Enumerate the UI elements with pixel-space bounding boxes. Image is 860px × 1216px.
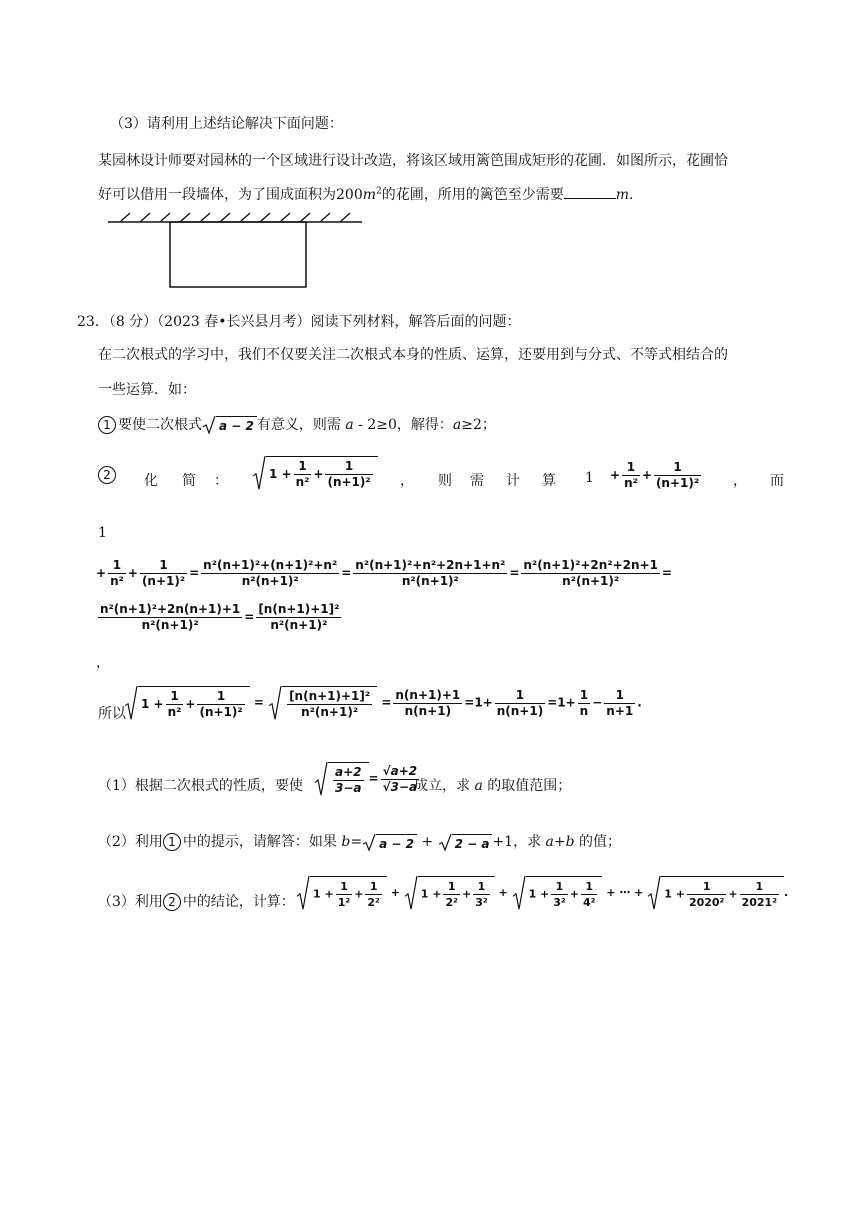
num: 1 xyxy=(622,460,640,476)
den: n²(n+1)² xyxy=(562,574,620,588)
var: a xyxy=(345,417,354,433)
sub-question-1 xyxy=(98,775,303,795)
example-1 xyxy=(98,414,496,434)
num: 1 xyxy=(654,460,701,476)
num: [n(n+1)+1]² xyxy=(289,689,371,703)
num: [n(n+1)+1]² xyxy=(258,602,340,616)
derivation-2: $\frac{\text{n²(n+1)²+2n(n+1)+1}}{\text{n²(n+1)²}}$ = $\frac{\text{[n(n+1)+1]²}}{\text{n²(n+1)²}}$ xyxy=(100,602,340,632)
den: n²(n+1)² xyxy=(401,574,459,588)
den: n² xyxy=(624,476,638,490)
num: 1 xyxy=(365,879,381,895)
text: 中的提示，请解答：如果 xyxy=(182,834,342,850)
den: 2² xyxy=(367,896,380,909)
circle-number: 1 xyxy=(163,833,181,851)
text: （2）利用 xyxy=(98,834,163,850)
q22-problem-line1: 某园林设计师要对园林的一个区域进行设计改造，将该区域用篱笆围成矩形的花圃．如图所示，花圃恰 xyxy=(98,153,728,169)
den: (n+1)² xyxy=(199,705,243,719)
q22-part3-intro: （3）请利用上述结论解决下面问题： xyxy=(110,116,343,132)
num: 1 xyxy=(551,879,567,895)
word: 则 xyxy=(438,473,452,489)
den: 4² xyxy=(582,896,596,909)
sub1-tail xyxy=(414,775,571,795)
text: 的值； xyxy=(574,834,622,850)
eq-one-plus: =1+ xyxy=(547,695,576,710)
area-exp: 2 xyxy=(376,186,382,197)
dots: + ⋯ + xyxy=(606,886,644,899)
den: (n+1)² xyxy=(327,475,371,489)
num: 1 xyxy=(578,688,591,704)
text: ≥2； xyxy=(461,417,496,433)
var: a xyxy=(452,417,462,433)
q23-intro-line2: 一些运算．如： xyxy=(98,382,196,398)
text: = xyxy=(350,834,363,850)
expr-1: + $\frac{1}{\text{n²}}$ + $\frac{1}{\text{(n+1)²}}$ xyxy=(610,460,700,490)
den: 2020² xyxy=(688,896,725,909)
num: 1 xyxy=(336,879,352,895)
num: n²(n+1)²+2n(n+1)+1 xyxy=(100,602,241,616)
word: 化 xyxy=(144,473,158,489)
q23-intro-line1: 在二次根式的学习中，我们不仅要关注二次根式本身的性质、运算，还要用到与分式、不等式相结合的 xyxy=(98,347,728,363)
area-value: 200 xyxy=(336,187,363,203)
num: 1 xyxy=(604,688,635,704)
radicand: a − 2 xyxy=(376,834,417,851)
radicand: a − 2 xyxy=(216,416,257,433)
word: 计 xyxy=(506,473,520,489)
q23-header: 23．（8 分）（2023 春•长兴县月考）阅读下列材料，解答后面的问题： xyxy=(77,314,521,330)
one: 1 xyxy=(98,525,107,541)
den: (n+1)² xyxy=(655,476,700,490)
word: 需 xyxy=(470,473,484,489)
den: n²(n+1)² xyxy=(301,705,359,719)
den: (n+1)² xyxy=(141,574,186,588)
num: 1 xyxy=(473,879,489,895)
num: 1 xyxy=(140,558,187,574)
one-plus: 1 + xyxy=(269,467,292,481)
den: 3² xyxy=(553,896,566,909)
text: 的取值范围； xyxy=(482,778,572,794)
num: 1 xyxy=(687,879,726,895)
num: n²(n+1)²+n²+2n+1+n² xyxy=(355,558,506,572)
q22-problem-line2 xyxy=(98,184,643,204)
num: 1 xyxy=(581,879,597,895)
num: 1 xyxy=(495,688,545,704)
text: 的花圃，所用的篱笆至少需要 xyxy=(381,187,564,203)
num: 1 xyxy=(443,879,459,895)
sub3-expr: 1 + $\frac{1}{\text{1²}}$ + $\frac{1}{\text{2²}}$ + 1 + $\frac{1}{\text{2²}}$ + $\frac{1}{\text{3²}}$ + 1 + $\frac{1}{\text{3²}}$ + $\frac{1}{\text{4²}}$ + ⋯ + 1 + $\frac{1}{\text{2020²}}$ + $\frac{1}{\text{2021²}}$ . xyxy=(296,876,788,910)
word: ， xyxy=(400,473,414,489)
den: 3² xyxy=(475,896,488,909)
text: 中的结论，计算： xyxy=(182,894,295,910)
num: √a+2 xyxy=(382,763,418,778)
text: 要使二次根式 xyxy=(118,417,202,433)
den: n² xyxy=(110,574,124,588)
den: n xyxy=(579,703,589,718)
sub1-expr: $\frac{a+2}{3-a}$ = $\frac{√a+2}{√3-a}$ xyxy=(314,762,421,796)
text: +1，求 xyxy=(492,834,546,850)
derivation-1: + $\frac{1}{\text{n²}}$ + $\frac{1}{\text{(n+1)²}}$ = $\frac{\text{n²(n+1)²+(n+1)²+n²}}{\text{n²(n+1)²}}$ = $\frac{\text{n²(n+1)²+n²+2n+1+n²}}{\text{n²(n+1)²}}$ = $\frac{\text{n²(n+1)²+2n²+2n+1}}{\text{n²(n+1)²}}$ = xyxy=(96,558,672,588)
den: n(n+1) xyxy=(404,703,452,718)
den: 1² xyxy=(337,896,351,909)
num: 1 xyxy=(325,459,372,475)
den: 2021² xyxy=(741,896,778,909)
sqrt xyxy=(202,416,257,434)
word: 而 xyxy=(770,473,784,489)
den: n²(n+1)² xyxy=(141,618,199,632)
num: 1 xyxy=(197,689,244,705)
circle-number: 2 xyxy=(163,893,181,911)
den: 3−a xyxy=(335,781,362,795)
num: n²(n+1)²+2n²+2n+1 xyxy=(523,558,658,572)
word: ， xyxy=(733,473,747,489)
num: n(n+1)+1 xyxy=(395,687,461,702)
word: 简 xyxy=(182,473,196,489)
text: （3）利用 xyxy=(98,894,163,910)
sub-question-2: （2）利用 1 中的提示，请解答：如果 b= a − 2 + 2 − a +1，求 a+b 的值； xyxy=(98,834,622,851)
num: 1 xyxy=(740,879,779,895)
circle-number: 1 xyxy=(98,416,116,434)
word: 1 xyxy=(585,470,594,486)
radicand: 3−a xyxy=(390,779,418,794)
num: a+2 xyxy=(335,765,362,779)
one-plus: 1 + xyxy=(141,697,164,711)
word: ： xyxy=(214,473,228,489)
den: 2² xyxy=(445,896,458,909)
word: 算 xyxy=(542,473,556,489)
period: ． xyxy=(629,187,644,203)
eq-one-plus: =1+ xyxy=(464,695,493,710)
den: n+1 xyxy=(606,703,634,718)
radicand: 2 − a xyxy=(452,834,493,851)
so-expression: 1 + $\frac{1}{\text{n²}}$ + $\frac{1}{\text{(n+1)²}}$ = $\frac{\text{[n(n+1)+1]²}}{\text{n²(n+1)²}}$ = $\frac{n(n+1)+1}{n(n+1)}$ =1+ $\frac{1}{n(n+1)}$ =1+ $\frac{1}{n}$ − $\frac{1}{n+1}$ . xyxy=(124,686,642,720)
comma: ， xyxy=(96,655,110,671)
example-2-label xyxy=(98,466,118,484)
text: 有意义，则需 xyxy=(256,417,346,433)
garden-figure xyxy=(100,208,370,290)
sub-question-3 xyxy=(98,891,295,911)
answer-blank[interactable] xyxy=(564,186,616,199)
answer-unit: m xyxy=(615,187,630,203)
so: 所以 xyxy=(98,706,126,722)
num: 1 xyxy=(108,558,126,574)
den: n² xyxy=(167,705,182,719)
num: 1 xyxy=(166,689,184,705)
text: - 2≥0，解得： xyxy=(353,417,453,433)
den: n² xyxy=(295,475,310,489)
text: 成立，求 xyxy=(414,778,475,794)
area-unit: m xyxy=(362,187,377,203)
den: n(n+1) xyxy=(496,703,544,718)
radicand: a+2 xyxy=(390,763,418,778)
den: n²(n+1)² xyxy=(270,618,328,632)
var: b xyxy=(341,834,351,850)
circle-number: 2 xyxy=(98,466,116,484)
den: n²(n+1)² xyxy=(241,574,299,588)
var: a+b xyxy=(545,834,575,850)
den: √3−a xyxy=(382,779,418,794)
var: a xyxy=(474,778,483,794)
text: 好可以借用一段墙体，为了围成面积为 xyxy=(98,187,336,203)
num: n²(n+1)²+(n+1)²+n² xyxy=(203,558,338,572)
text: （1）根据二次根式的性质，要使 xyxy=(98,778,303,794)
num: 1 xyxy=(294,459,312,475)
sqrt-expr-1: 1 + $\frac{1}{\text{n²}}$ + $\frac{1}{\text{(n+1)²}}$ xyxy=(252,456,378,490)
